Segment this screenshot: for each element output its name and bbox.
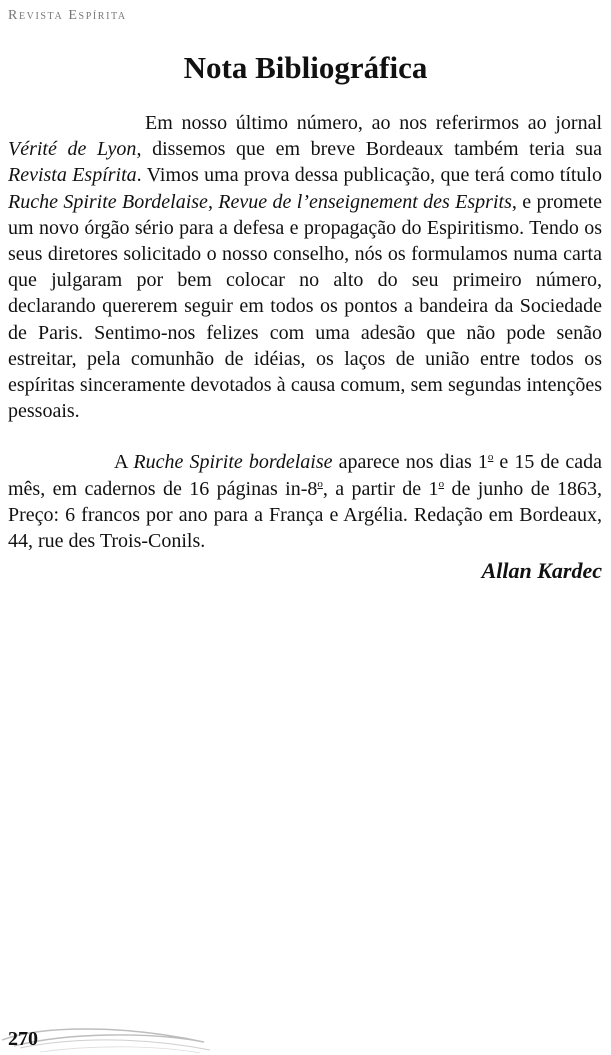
italic-title-revista-espirita: Revista Espírita [8,164,137,187]
italic-title-ruche-spirite-bordelaise: Ruche Spirite bordelaise [133,451,333,474]
text-run: , dissemos que em breve Bordeaux também teria sua [136,138,602,161]
italic-title-verite-de-lyon: Vérité de Lyon [8,138,137,161]
text-run: Em nosso último número, ao nos referirmos ao jornal [145,112,602,134]
page-number: 270 [8,1028,38,1050]
text-run: , [207,190,219,213]
ordinal-superscript: o [317,477,323,490]
text-run: , e promete um novo órgão sério para a defesa e propagação do Espiritismo. Tendo os seus diretores solicitado o nosso conselho, nós os formulamos numa carta que julgaram por bem colocar no alto do seu primeiro número, declarando quererem seguir em todos os pontos a bandeira da Sociedade de Paris. Sentimo-nos felizes com uma adesão que não pode senão estreitar, pela comunhão de idéias, os laços de união entre todos os espíritas sinceramente devotados à causa comum, sem segundas intenções pessoais. [8,190,602,423]
paragraph-2 [8,449,602,554]
signature: Allan Kardec [481,558,602,584]
text-run: e 15 de cada mês, em cadernos de 16 páginas in-8 [8,451,602,500]
article-body [8,110,602,586]
text-run: de junho de 1863, Preço: 6 francos por ano para a França e Argélia. Redação em Bordeaux, 44, rue des Trois-Conils. [8,477,602,553]
running-head: Revista Espírita [8,8,127,23]
italic-title-ruche-spirite: Ruche Spirite Bordelaise [8,190,208,213]
text-run: A [114,451,134,474]
ordinal-superscript: o [487,451,494,464]
text-run: aparece nos dias 1 [332,451,488,474]
text-run: , a partir de 1 [322,477,439,500]
text-run: . Vimos uma prova dessa publicação, que terá como título [136,164,602,187]
italic-title-revue-enseignement: Revue de l’enseignement des Esprits [218,190,512,213]
ordinal-superscript: o [438,477,445,490]
article-title: Nota Bibliográfica [183,50,428,85]
paragraph-1 [8,110,602,424]
